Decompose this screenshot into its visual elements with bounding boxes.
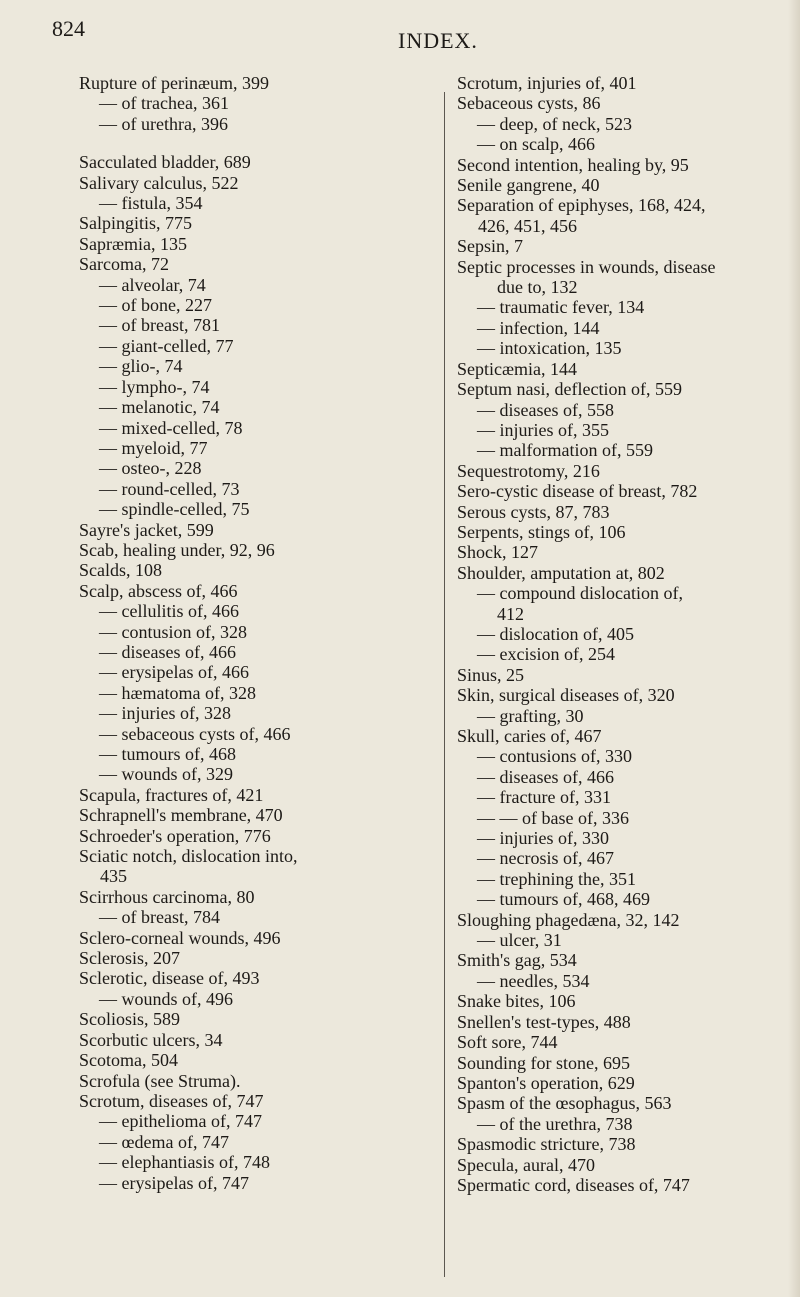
index-entry: Salpingitis, 775 — [79, 213, 193, 234]
index-entry: Spasm of the œsophagus, 563 — [457, 1093, 672, 1114]
index-subentry: — hæmatoma of, 328 — [99, 682, 256, 703]
index-subentry: — myeloid, 77 — [99, 437, 208, 458]
index-subentry: — injuries of, 355 — [477, 419, 609, 440]
index-subentry: — deep, of neck, 523 — [477, 113, 632, 134]
index-subentry: — mixed-celled, 78 — [99, 417, 243, 438]
index-entry: Salivary calculus, 522 — [79, 172, 239, 193]
index-entry: Rupture of perinæum, 399 — [79, 73, 269, 93]
index-subentry: 435 — [100, 866, 127, 887]
index-subentry: — excision of, 254 — [477, 644, 615, 665]
index-entry: Serous cysts, 87, 783 — [457, 501, 610, 522]
index-subentry: — of trachea, 361 — [99, 93, 229, 114]
index-entry: Scorbutic ulcers, 34 — [79, 1029, 223, 1050]
index-subentry: — tumours of, 468 — [99, 744, 236, 764]
index-subentry: — traumatic fever, 134 — [477, 297, 645, 318]
index-entry: Septic processes in wounds, disease — [457, 256, 716, 277]
index-subentry: — grafting, 30 — [477, 705, 584, 726]
index-entry: Shoulder, amputation at, 802 — [457, 562, 665, 583]
index-entry: Sebaceous cysts, 86 — [457, 93, 601, 114]
index-entry: Smith's gag, 534 — [457, 950, 577, 971]
index-subentry: — wounds of, 329 — [99, 764, 233, 785]
index-entry: Sacculated bladder, 689 — [79, 152, 251, 173]
index-subentry: — spindle-celled, 75 — [99, 499, 250, 520]
index-subentry: — of urethra, 396 — [99, 113, 228, 134]
index-subentry: — trephining the, 351 — [477, 868, 636, 889]
index-entry: Sounding for stone, 695 — [457, 1052, 630, 1073]
index-entry: Soft sore, 744 — [457, 1032, 558, 1053]
index-subentry: — cellulitis of, 466 — [99, 601, 239, 622]
index-subentry: 412 — [497, 603, 524, 624]
index-entry: Sarcoma, 72 — [79, 254, 169, 275]
index-subentry: — injuries of, 330 — [477, 828, 609, 849]
index-subentry: — of breast, 784 — [99, 907, 220, 928]
index-subentry: — necrosis of, 467 — [477, 848, 614, 869]
index-entry: Scrotum, injuries of, 401 — [457, 73, 637, 93]
index-entry: Snake bites, 106 — [457, 991, 576, 1012]
index-subentry: — malformation of, 559 — [477, 440, 653, 461]
index-subentry: — glio-, 74 — [99, 356, 183, 377]
index-entry: Spasmodic stricture, 738 — [457, 1134, 636, 1155]
index-entry: Scoliosis, 589 — [79, 1009, 181, 1030]
index-entry: Spanton's operation, 629 — [457, 1072, 635, 1093]
index-subentry: — lympho-, 74 — [99, 376, 210, 397]
index-entry: Sinus, 25 — [457, 664, 525, 685]
index-subentry: — wounds of, 496 — [99, 988, 233, 1009]
index-subentry: — infection, 144 — [477, 317, 600, 338]
index-entry: Scrofula (see Struma). — [79, 1070, 241, 1091]
index-entry: Spermatic cord, diseases of, 747 — [457, 1174, 690, 1195]
index-entry: Scab, healing under, 92, 96 — [79, 539, 275, 560]
index-subentry: — erysipelas of, 466 — [99, 662, 249, 683]
page-header: INDEX. — [398, 28, 478, 53]
index-subentry: — elephantiasis of, 748 — [99, 1152, 270, 1173]
index-entry: Sclerosis, 207 — [79, 948, 180, 969]
index-subentry: — alveolar, 74 — [99, 274, 206, 295]
index-entry: Sayre's jacket, 599 — [79, 519, 214, 540]
index-subentry: — melanotic, 74 — [99, 397, 220, 418]
index-entry: Snellen's test-types, 488 — [457, 1011, 631, 1032]
index-subentry: — fistula, 354 — [99, 193, 203, 214]
index-entry: Skull, caries of, 467 — [457, 726, 602, 746]
index-entry: Skin, surgical diseases of, 320 — [457, 685, 675, 706]
index-entry: Senile gangrene, 40 — [457, 175, 600, 196]
index-column-right — [457, 73, 792, 1195]
index-entry: Sero-cystic disease of breast, 782 — [457, 481, 698, 502]
index-subentry: — osteo-, 228 — [99, 458, 202, 479]
index-subentry: — giant-celled, 77 — [99, 335, 234, 356]
index-subentry: — diseases of, 466 — [99, 641, 236, 662]
index-subentry: — sebaceous cysts of, 466 — [99, 723, 291, 744]
index-subentry: — on scalp, 466 — [477, 134, 595, 155]
index-subentry: — of breast, 781 — [99, 315, 220, 336]
index-entry: Sclero-corneal wounds, 496 — [79, 927, 281, 948]
index-entry: Scapula, fractures of, 421 — [79, 784, 264, 805]
index-entry: Serpents, stings of, 106 — [457, 521, 626, 542]
index-subentry: — needles, 534 — [477, 970, 590, 991]
index-column-left — [79, 73, 429, 1193]
index-entry: Separation of epiphyses, 168, 424, — [457, 195, 706, 216]
index-entry: Scotoma, 504 — [79, 1050, 178, 1071]
index-subentry: — œdema of, 747 — [99, 1131, 229, 1152]
index-entry: Scalp, abscess of, 466 — [79, 580, 238, 601]
index-entry: Septum nasi, deflection of, 559 — [457, 379, 682, 400]
index-subentry: — erysipelas of, 747 — [99, 1172, 249, 1193]
index-subentry: — injuries of, 328 — [99, 703, 231, 724]
index-entry: Sapræmia, 135 — [79, 233, 187, 254]
index-entry: Specula, aural, 470 — [457, 1154, 595, 1175]
index-entry: Scalds, 108 — [79, 560, 162, 581]
index-entry: Sequestrotomy, 216 — [457, 460, 600, 481]
index-subentry: — diseases of, 558 — [477, 399, 614, 420]
index-subentry: — round-celled, 73 — [99, 478, 240, 499]
index-entry: Scrotum, diseases of, 747 — [79, 1090, 264, 1111]
index-entry: Sloughing phagedæna, 32, 142 — [457, 909, 680, 930]
index-subentry: due to, 132 — [497, 277, 578, 298]
index-subentry: — epithelioma of, 747 — [99, 1111, 262, 1132]
index-entry: Septicæmia, 144 — [457, 358, 577, 379]
index-subentry: — tumours of, 468, 469 — [477, 889, 650, 910]
index-entry: Schrapnell's membrane, 470 — [79, 805, 283, 826]
index-subentry: — of bone, 227 — [99, 295, 212, 316]
index-entry: Second intention, healing by, 95 — [457, 154, 689, 175]
index-subentry: — contusion of, 328 — [99, 621, 247, 642]
index-entry: Sciatic notch, dislocation into, — [79, 846, 298, 867]
column-divider — [444, 92, 445, 1277]
index-subentry: — — of base of, 336 — [477, 807, 629, 828]
index-subentry: — compound dislocation of, — [477, 583, 683, 604]
index-entry: Sclerotic, disease of, 493 — [79, 968, 260, 989]
index-entry: Shock, 127 — [457, 542, 538, 563]
index-entry: Sepsin, 7 — [457, 236, 524, 257]
index-subentry: 426, 451, 456 — [478, 215, 577, 236]
index-entry: Scirrhous carcinoma, 80 — [79, 886, 255, 907]
index-subentry: — intoxication, 135 — [477, 338, 622, 359]
index-subentry: — of the urethra, 738 — [477, 1113, 633, 1134]
index-subentry: — fracture of, 331 — [477, 787, 611, 808]
page-edge-shadow — [788, 0, 800, 1297]
index-entry: Schroeder's operation, 776 — [79, 825, 271, 846]
index-subentry: — ulcer, 31 — [477, 930, 562, 951]
index-subentry: — contusions of, 330 — [477, 746, 632, 767]
index-subentry: — dislocation of, 405 — [477, 623, 634, 644]
index-subentry: — diseases of, 466 — [477, 766, 614, 787]
page-number: 824 — [52, 16, 85, 41]
